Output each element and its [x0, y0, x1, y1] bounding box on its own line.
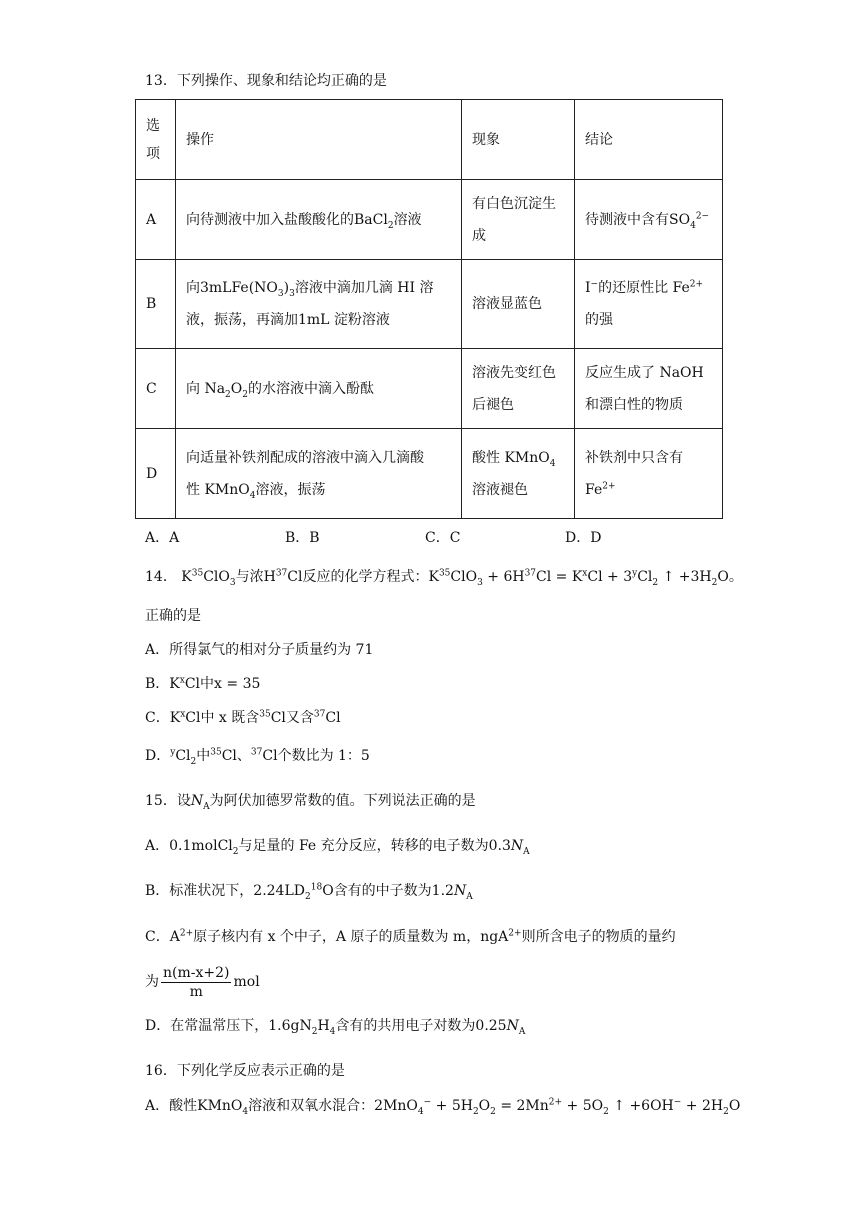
- q14-option-d[interactable]: D．$^yCl_2$中$^{35}$Cl、$^{37}$Cl个数比为 1：5: [145, 747, 370, 767]
- row-phenomenon: 有白色沉淀生成: [462, 180, 575, 260]
- q14-stem-2: 正确的是: [145, 608, 201, 624]
- choice-b[interactable]: B．B: [285, 530, 320, 546]
- row-conclusion: I−的还原性比 $Fe^{2+}$ 的强: [575, 260, 723, 349]
- table-row: [136, 260, 723, 349]
- header-option: 选项: [136, 100, 176, 180]
- row-operation: 向$3mLFe(NO_3)_3$溶液中滴加几滴 HI 溶 液，振荡，再滴加1mL 淀粉溶液: [176, 260, 462, 349]
- q15-option-b[interactable]: B．标准状况下，$2.24LD_2^{18}O$含有的中子数为$1.2N_A$: [145, 882, 473, 902]
- q15-option-d[interactable]: D．在常温常压下，$1.6gN_2H_4$含有的共用电子对数为$0.25N_A$: [145, 1018, 526, 1037]
- q16-option-a[interactable]: A．酸性KMnO$_4$溶液和双氧水混合：$2MnO_4^- + 5H_2O_2 = 2Mn^{2+} + 5O_2$ ↑ $+6OH^- + 2H_2O$: [145, 1097, 741, 1117]
- q14-option-a[interactable]: A．所得氯气的相对分子质量约为 71: [145, 642, 374, 658]
- q15-stem: 15．设$N_A$为阿伏加德罗常数的值。下列说法正确的是: [145, 793, 476, 812]
- row-option: C: [136, 349, 176, 429]
- q15-option-a[interactable]: A．0.1molCl$_2$与足量的 Fe 充分反应，转移的电子数为$0.3N_A$: [145, 838, 530, 857]
- row-phenomenon: 溶液显蓝色: [462, 260, 575, 349]
- row-conclusion: 反应生成了 NaOH 和漂白性的物质: [575, 349, 723, 429]
- q13-choices: [145, 527, 705, 547]
- row-conclusion: 补铁剂中只含有 $Fe^{2+}$: [575, 429, 723, 519]
- row-operation: 向适量补铁剂配成的溶液中滴入几滴酸 性 KMnO$_4$溶液，振荡: [176, 429, 462, 519]
- table-row: [136, 180, 723, 260]
- row-option: B: [136, 260, 176, 349]
- choice-a[interactable]: A．A: [145, 530, 180, 546]
- row-option: D: [136, 429, 176, 519]
- header-operation: 操作: [176, 100, 462, 180]
- table-row: [136, 349, 723, 429]
- q13-title: 13．下列操作、现象和结论均正确的是: [145, 73, 387, 89]
- row-phenomenon: 溶液先变红色 后褪色: [462, 349, 575, 429]
- q13-table: [135, 99, 723, 519]
- q15-option-c[interactable]: C．$A^{2+}$原子核内有 x 个中子，A 原子的质量数为 m，ngA$^{2+}$则所含电子的物质的量约: [145, 928, 676, 945]
- q14-option-b[interactable]: B．$K^xCl$中x = 35: [145, 675, 261, 692]
- row-option: A: [136, 180, 176, 260]
- choice-d[interactable]: D．D: [565, 530, 602, 546]
- row-operation: 向 $Na_2O_2$的水溶液中滴入酚酞: [176, 349, 462, 429]
- row-operation: 向待测液中加入盐酸酸化的BaCl$_2$溶液: [176, 180, 462, 260]
- choice-c[interactable]: C．C: [425, 530, 461, 546]
- row-phenomenon: 酸性 KMnO$_4$ 溶液褪色: [462, 429, 575, 519]
- fraction: $\frac{n(m-x+2)}{m}$: [163, 964, 230, 1000]
- q14-option-c[interactable]: C．$K^xCl$中 x 既含$^{35}$Cl又含$^{37}$Cl: [145, 709, 341, 726]
- q15-option-c-line2: 为 $\frac{n(m-x+2)}{m}$ mol: [145, 964, 260, 1000]
- q16-stem: 16．下列化学反应表示正确的是: [145, 1063, 345, 1079]
- header-conclusion: 结论: [575, 100, 723, 180]
- header-phenomenon: 现象: [462, 100, 575, 180]
- row-conclusion: 待测液中含有$SO_4^{2-}$: [575, 180, 723, 260]
- q14-stem: 14． $K^{35}ClO_3$与浓$H^{37}Cl$反应的化学方程式：$K^{35}ClO_3 + 6H^{37}Cl = K^xCl + 3^yCl_2$ ↑ $+3H_2O$。: [145, 568, 743, 588]
- table-row: [136, 429, 723, 519]
